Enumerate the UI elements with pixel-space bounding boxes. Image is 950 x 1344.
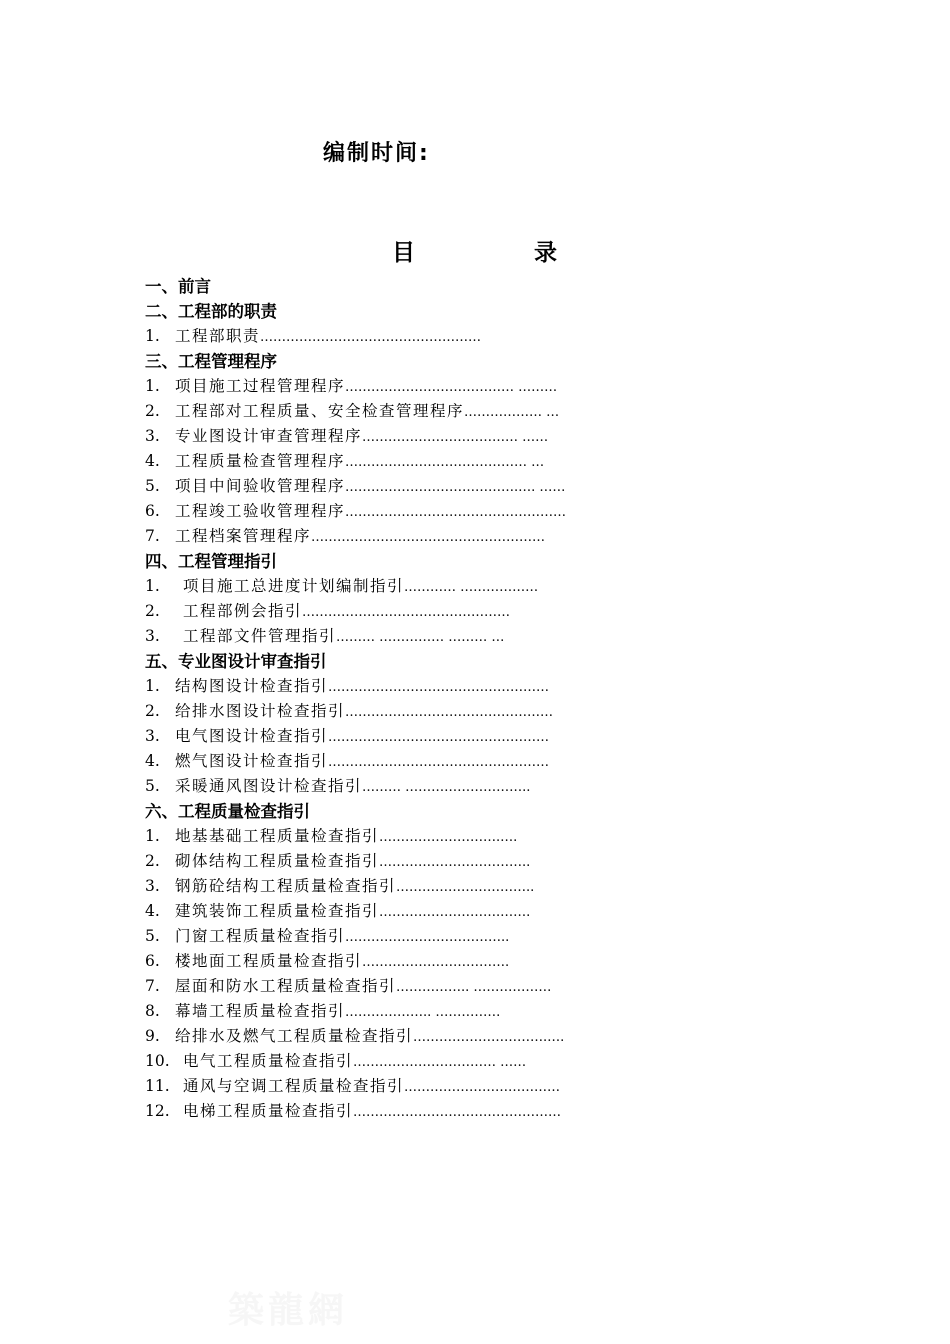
toc-entry-leader: …………………………………………… <box>328 755 550 770</box>
toc-entry-number: 4. <box>145 902 160 920</box>
toc-entry-title: 钢筋砼结构工程质量检查指引 <box>175 877 397 895</box>
toc-entry-leader: …………………………………………… <box>345 505 567 520</box>
toc-entry[interactable] <box>145 824 705 849</box>
toc-entry-number: 3. <box>145 627 160 645</box>
toc-entry-number: 2. <box>145 602 160 620</box>
table-of-contents <box>145 274 705 1124</box>
toc-heading <box>392 234 572 264</box>
toc-entry-leader: ………………………………………… <box>302 605 511 620</box>
toc-entry-leader: ………………………………………… <box>353 1105 562 1120</box>
toc-entry[interactable] <box>145 1099 705 1124</box>
toc-entry-title: 砌体结构工程质量检查指引 <box>175 852 380 870</box>
toc-entry[interactable] <box>145 474 705 499</box>
toc-entry-leader: ………………………………… ……… <box>345 380 558 395</box>
toc-entry-title: 电梯工程质量检查指引 <box>183 1102 354 1120</box>
toc-entry-title: 给排水及燃气工程质量检查指引 <box>175 1027 414 1045</box>
toc-entry[interactable] <box>145 1024 705 1049</box>
toc-entry-leader: ……… …………… ……… … <box>336 630 505 645</box>
toc-entry-leader: …………………………………………… <box>260 330 482 345</box>
toc-entry-title: 工程部职责 <box>175 327 261 345</box>
toc-section-title: 三、工程管理程序 <box>145 352 277 371</box>
toc-entry-title: 电气图设计检查指引 <box>175 727 329 745</box>
toc-entry-number: 6. <box>145 502 160 520</box>
toc-entry[interactable] <box>145 774 705 799</box>
toc-entry-title: 工程部文件管理指引 <box>183 627 337 645</box>
toc-entry-title: 结构图设计检查指引 <box>175 677 329 695</box>
toc-entry-title: 建筑装饰工程质量检查指引 <box>175 902 380 920</box>
toc-entry-title: 幕墙工程质量检查指引 <box>175 1002 346 1020</box>
toc-entry[interactable] <box>145 974 705 999</box>
toc-entry-leader: ……………………………….. <box>345 930 510 945</box>
toc-section-title: 六、工程质量检查指引 <box>145 802 310 821</box>
toc-entry-title: 项目中间验收管理程序 <box>175 477 346 495</box>
toc-heading-char-2: 录 <box>534 240 557 266</box>
toc-entry-number: 12. <box>145 1102 170 1120</box>
toc-entry-leader: ……………………………………………… <box>311 530 546 545</box>
toc-entry-number: 3. <box>145 427 160 445</box>
toc-entry-number: 5. <box>145 777 160 795</box>
toc-entry-leader: ……… ……………………….. <box>362 780 531 795</box>
toc-entry-title: 工程部例会指引 <box>183 602 303 620</box>
toc-entry[interactable] <box>145 674 705 699</box>
toc-entry[interactable] <box>145 749 705 774</box>
toc-entry-leader: ……………….. …………… <box>345 1005 501 1020</box>
toc-entry-leader: ………………………….. <box>396 880 535 895</box>
toc-entry-title: 工程质量检查管理程序 <box>175 452 346 470</box>
toc-entry-leader: ………… ……………… <box>404 580 539 595</box>
toc-entry[interactable] <box>145 424 705 449</box>
toc-section-title: 二、工程部的职责 <box>145 302 277 321</box>
toc-entry-number: 7. <box>145 527 160 545</box>
toc-entry-number: 9. <box>145 1027 160 1045</box>
toc-entry[interactable] <box>145 699 705 724</box>
toc-entry-title: 项目施工过程管理程序 <box>175 377 346 395</box>
toc-entry[interactable] <box>145 999 705 1024</box>
toc-entry-number: 3. <box>145 877 160 895</box>
toc-entry-leader: ……………………….…. <box>379 830 518 845</box>
toc-entry-number: 11. <box>145 1077 170 1095</box>
toc-entry-number: 2. <box>145 402 160 420</box>
toc-entry-number: 1. <box>145 377 160 395</box>
toc-entry-leader: …………………………… …… <box>353 1055 527 1070</box>
toc-entry[interactable] <box>145 924 705 949</box>
toc-entry-title: 燃气图设计检查指引 <box>175 752 329 770</box>
toc-entry-leader: …………………………………………… <box>328 680 550 695</box>
toc-entry[interactable] <box>145 1049 705 1074</box>
toc-entry-title: 电气工程质量检查指引 <box>183 1052 354 1070</box>
toc-entry[interactable] <box>145 949 705 974</box>
toc-entry-title: 通风与空调工程质量检查指引 <box>183 1077 405 1095</box>
toc-entry-number: 1. <box>145 677 160 695</box>
toc-entry-number: 2. <box>145 852 160 870</box>
toc-entry-leader: ……………………………… …… <box>362 430 549 445</box>
toc-entry-leader: ………………………….…. <box>413 1030 565 1045</box>
toc-entry-number: 1. <box>145 827 160 845</box>
toc-entry[interactable] <box>145 524 705 549</box>
toc-entry-number: 4. <box>145 452 160 470</box>
toc-entry-title: 地基基础工程质量检查指引 <box>175 827 380 845</box>
toc-entry[interactable] <box>145 499 705 524</box>
toc-entry[interactable] <box>145 399 705 424</box>
toc-entry-number: 4. <box>145 752 160 770</box>
toc-entry-leader: …………………………….. <box>379 855 531 870</box>
toc-entry-leader: ……………………………… <box>404 1080 561 1095</box>
toc-entry[interactable] <box>145 1074 705 1099</box>
toc-section-title: 四、工程管理指引 <box>145 552 277 571</box>
toc-entry-title: 楼地面工程质量检查指引 <box>175 952 363 970</box>
toc-entry-title: 给排水图设计检查指引 <box>175 702 346 720</box>
toc-section-title: 五、专业图设计审查指引 <box>145 652 327 671</box>
toc-entry-number: 10. <box>145 1052 170 1070</box>
toc-entry-number: 1. <box>145 327 160 345</box>
toc-entry-title: 工程档案管理程序 <box>175 527 312 545</box>
toc-entry-leader: ……………… … <box>464 405 560 420</box>
toc-entry-leader: ……………………….……. <box>379 905 531 920</box>
toc-section-title: 一、前言 <box>145 277 211 296</box>
toc-entry-number: 3. <box>145 727 160 745</box>
toc-entry[interactable] <box>145 324 705 349</box>
toc-entry[interactable] <box>145 849 705 874</box>
toc-entry-number: 5. <box>145 477 160 495</box>
toc-entry-number: 7. <box>145 977 160 995</box>
toc-entry-title: 屋面和防水工程质量检查指引 <box>175 977 397 995</box>
toc-entry[interactable] <box>145 599 705 624</box>
toc-entry[interactable] <box>145 624 705 649</box>
toc-entry-leader: ………………………………………… <box>345 705 554 720</box>
watermark-logo: 築龍網 <box>228 1289 349 1331</box>
toc-entry-number: 5. <box>145 927 160 945</box>
toc-entry-leader: ………………………………….…. …… <box>345 480 566 495</box>
toc-entry[interactable] <box>145 899 705 924</box>
toc-entry-number: 6. <box>145 952 160 970</box>
toc-entry-title: 工程部对工程质量、安全检查管理程序 <box>175 402 465 420</box>
toc-entry-title: 采暖通风图设计检查指引 <box>175 777 363 795</box>
toc-entry-number: 2. <box>145 702 160 720</box>
toc-entry-title: 门窗工程质量检查指引 <box>175 927 346 945</box>
toc-entry-title: 专业图设计审查管理程序 <box>175 427 363 445</box>
toc-entry[interactable] <box>145 724 705 749</box>
toc-entry-leader: ……………………………. <box>362 955 510 970</box>
toc-entry[interactable] <box>145 574 705 599</box>
toc-entry-title: 项目施工总进度计划编制指引 <box>183 577 405 595</box>
toc-entry-leader: …………………………………… … <box>345 455 545 470</box>
compile-time-label: 编制时间: <box>323 141 430 166</box>
toc-entry[interactable] <box>145 449 705 474</box>
toc-entry-title: 工程竣工验收管理程序 <box>175 502 346 520</box>
toc-entry-leader: …………….. ……………… <box>396 980 552 995</box>
toc-entry[interactable] <box>145 374 705 399</box>
toc-entry[interactable] <box>145 874 705 899</box>
toc-heading-char-1: 目 <box>392 240 415 266</box>
toc-entry-number: 1. <box>145 577 160 595</box>
toc-entry-number: 8. <box>145 1002 160 1020</box>
toc-entry-leader: …………………………………………… <box>328 730 550 745</box>
